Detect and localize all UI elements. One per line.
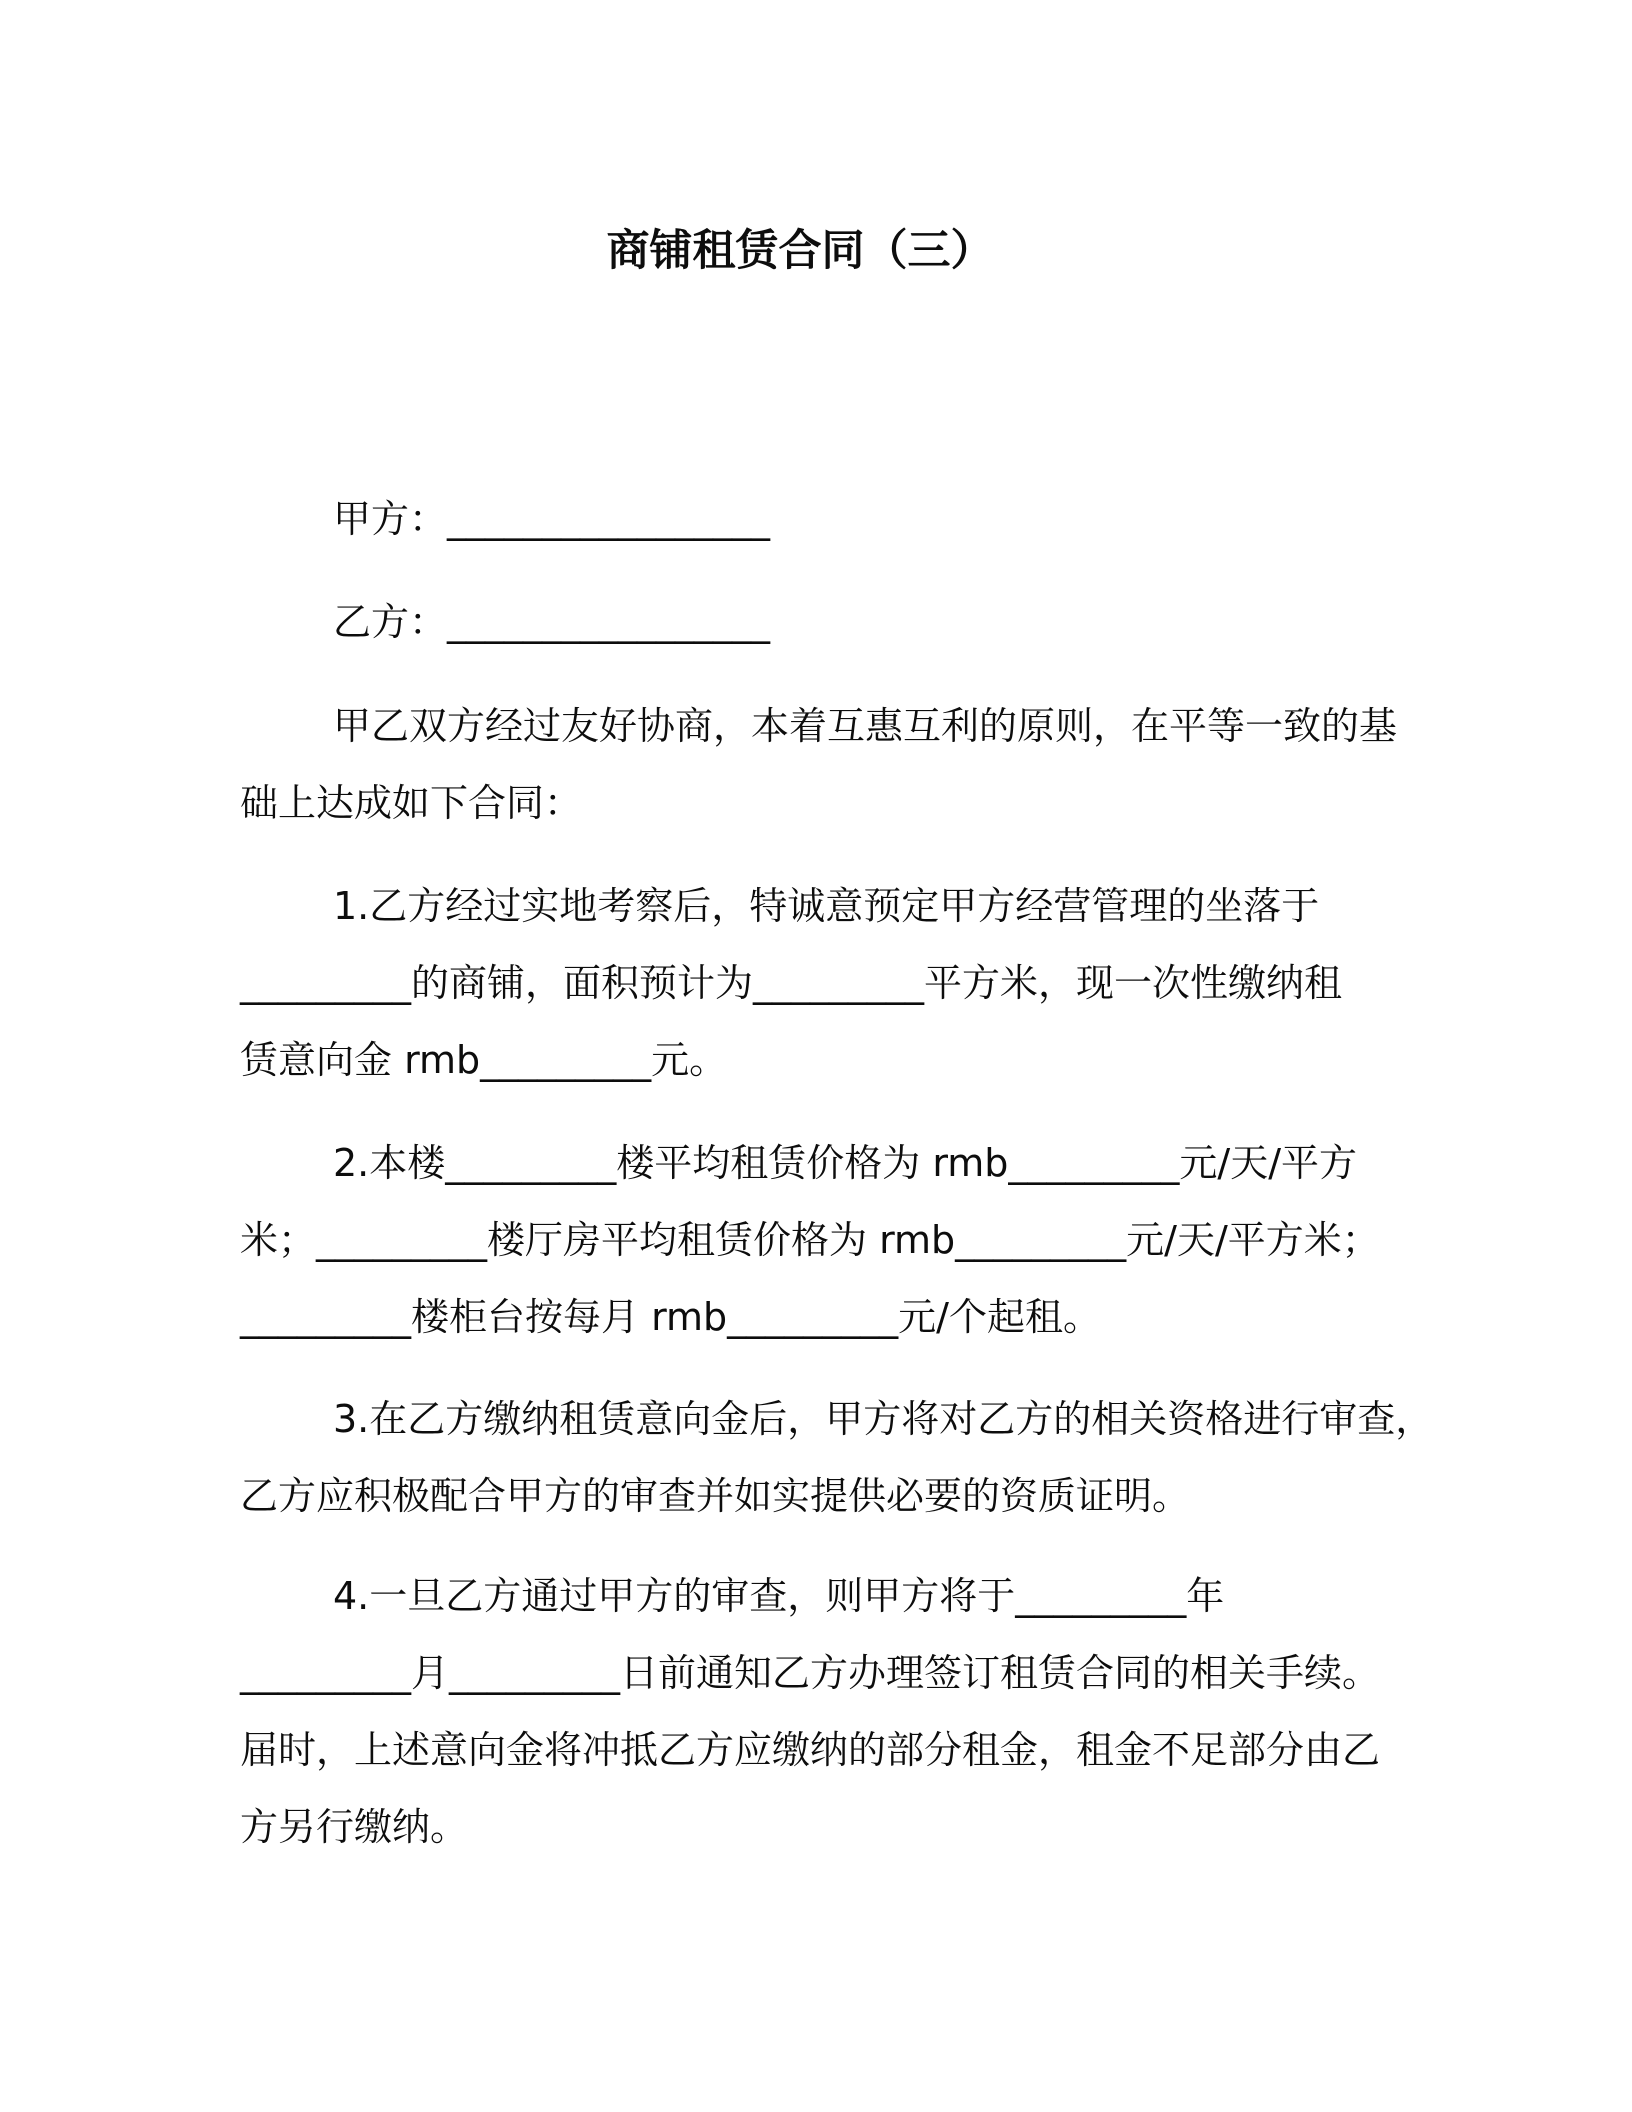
clause-line: 届时，上述意向金将冲抵乙方应缴纳的部分租金，租金不足部分由乙 [240, 1728, 1381, 1772]
document-title: 商铺租赁合同（三） [606, 226, 994, 276]
intro-paragraph [240, 688, 1440, 842]
clause-line: _________楼柜台按每月 rmb_________元/个起租。 [240, 1295, 1101, 1339]
intro-line: 甲乙双方经过友好协商，本着互惠互利的原则，在平等一致的基 [333, 704, 1398, 748]
party-a-line: 甲方：_________________ [333, 497, 771, 541]
clause-line: 2.本楼_________楼平均租赁价格为 rmb_________元/天/平方 [333, 1141, 1358, 1185]
clause-line: 乙方应积极配合甲方的审查并如实提供必要的资质证明。 [240, 1474, 1191, 1518]
party-a-field [240, 481, 1440, 558]
clause-line: 方另行缴纳。 [240, 1805, 469, 1849]
intro-line: 础上达成如下合同： [240, 781, 583, 825]
clause-1 [240, 868, 1440, 1099]
clause-3 [240, 1381, 1440, 1535]
clause-line: 3.在乙方缴纳租赁意向金后，甲方将对乙方的相关资格进行审查， [333, 1397, 1434, 1441]
clause-line: 米；_________楼厅房平均租赁价格为 rmb_________元/天/平方米； [240, 1218, 1380, 1262]
clause-line: 4.一旦乙方通过甲方的审查，则甲方将于_________年 [333, 1574, 1225, 1618]
party-b-field [240, 584, 1440, 661]
clause-line: 1.乙方经过实地考察后，特诚意预定甲方经营管理的坐落于 [333, 884, 1320, 928]
clause-4 [240, 1558, 1440, 1866]
clause-line: 赁意向金 rmb_________元。 [240, 1038, 728, 1082]
clause-line: _________的商铺，面积预计为_________平方米，现一次性缴纳租 [240, 961, 1343, 1005]
clause-2 [240, 1125, 1440, 1356]
clause-line: _________月_________日前通知乙方办理签订租赁合同的相关手续。 [240, 1651, 1381, 1695]
party-b-line: 乙方：_________________ [333, 600, 771, 644]
